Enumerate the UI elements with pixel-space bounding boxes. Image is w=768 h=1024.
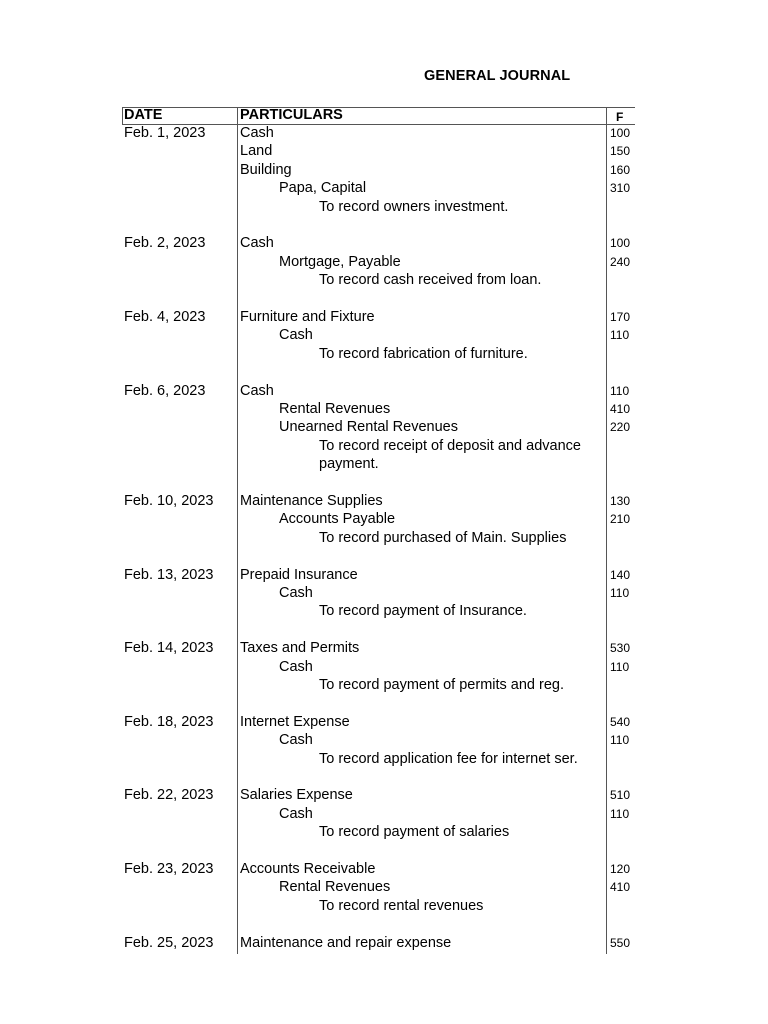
page-title: GENERAL JOURNAL [424,68,571,84]
entry-explanation: To record rental revenues [319,897,484,914]
entry-folio: 130 [610,494,631,508]
entry-debit-account: Land [240,143,273,160]
folio-column-border [606,107,607,954]
header-folio: F [616,110,624,124]
entry-debit-account: Accounts Receivable [240,861,376,877]
entry-folio: 310 [610,181,631,196]
date-column-border [122,107,123,125]
entry-credit-account: Papa, Capital [279,180,367,197]
entry-date: Feb. 14, 2023 [124,640,214,657]
entry-folio: 550 [610,935,631,950]
entry-date: Feb. 2, 2023 [124,235,206,252]
entry-folio: 140 [610,567,631,582]
entry-explanation: To record cash received from loan. [319,272,542,289]
entry-folio: 210 [610,512,631,527]
journal-table [122,107,635,954]
entry-debit-account: Building [240,161,292,178]
entry-folio: 510 [610,788,631,803]
entry-date: Feb. 13, 2023 [124,566,214,583]
entry-debit-account: Furniture and Fixture [240,309,375,325]
entry-credit-account: Rental Revenues [279,401,391,417]
entry-explanation: To record application fee for internet ser. [319,750,578,767]
entry-date: Feb. 18, 2023 [124,713,214,730]
entry-debit-account: Cash [240,382,274,399]
entry-folio: 100 [610,236,631,251]
entry-date: Feb. 25, 2023 [124,934,214,951]
entry-folio: 110 [610,328,630,343]
entry-folio: 110 [610,586,630,600]
entry-date: Feb. 1, 2023 [124,125,206,141]
entry-credit-account: Cash [279,327,313,344]
entry-debit-account: Salaries Expense [240,787,353,804]
entry-folio: 110 [610,733,630,748]
entry-credit-account: Cash [279,585,313,601]
entry-credit-account: Unearned Rental Revenues [279,419,458,436]
entry-explanation: To record receipt of deposit and advance [319,437,581,454]
entry-date: Feb. 4, 2023 [124,309,206,325]
entry-credit-account: Cash [279,658,313,675]
entry-folio: 110 [610,806,630,821]
entry-explanation: To record owners investment. [319,198,509,215]
entry-credit-account: Rental Revenues [279,879,391,896]
entry-explanation: To record purchased of Main. Supplies [319,529,567,546]
entry-debit-account: Maintenance Supplies [240,493,383,509]
entry-debit-account: Internet Expense [240,713,350,730]
entry-folio: 170 [610,310,631,324]
header-top-rule [122,107,635,108]
entry-date: Feb. 22, 2023 [124,787,214,804]
entry-debit-account: Prepaid Insurance [240,566,358,583]
entry-explanation: payment. [319,456,379,473]
header-particulars: PARTICULARS [240,107,343,123]
entry-credit-account: Cash [279,805,313,822]
entry-debit-account: Cash [240,125,274,141]
entry-explanation: To record payment of Insurance. [319,603,527,620]
entry-credit-account: Mortgage, Payable [279,253,401,270]
entry-credit-account: Cash [279,732,313,749]
entry-folio: 110 [610,383,630,398]
entry-folio: 110 [610,659,630,674]
entry-folio: 100 [610,126,631,140]
entry-explanation: To record payment of permits and reg. [319,677,565,693]
entry-date: Feb. 10, 2023 [124,493,214,509]
entry-folio: 410 [610,880,631,895]
entry-explanation: To record payment of salaries [319,824,510,841]
entry-folio: 530 [610,641,631,656]
particulars-column-border [237,107,238,954]
entry-debit-account: Maintenance and repair expense [240,934,452,951]
entry-explanation: To record fabrication of furniture. [319,345,528,362]
entry-credit-account: Accounts Payable [279,511,396,528]
entry-folio: 240 [610,254,631,269]
entry-folio: 410 [610,402,631,416]
entry-debit-account: Taxes and Permits [240,640,360,657]
entry-folio: 220 [610,420,631,435]
entry-date: Feb. 6, 2023 [124,382,206,399]
entry-folio: 150 [610,144,631,159]
entry-folio: 540 [610,714,631,729]
header-date: DATE [124,107,163,123]
entry-folio: 160 [610,162,631,177]
entry-folio: 120 [610,862,631,876]
entry-date: Feb. 23, 2023 [124,861,214,877]
entry-debit-account: Cash [240,235,274,252]
